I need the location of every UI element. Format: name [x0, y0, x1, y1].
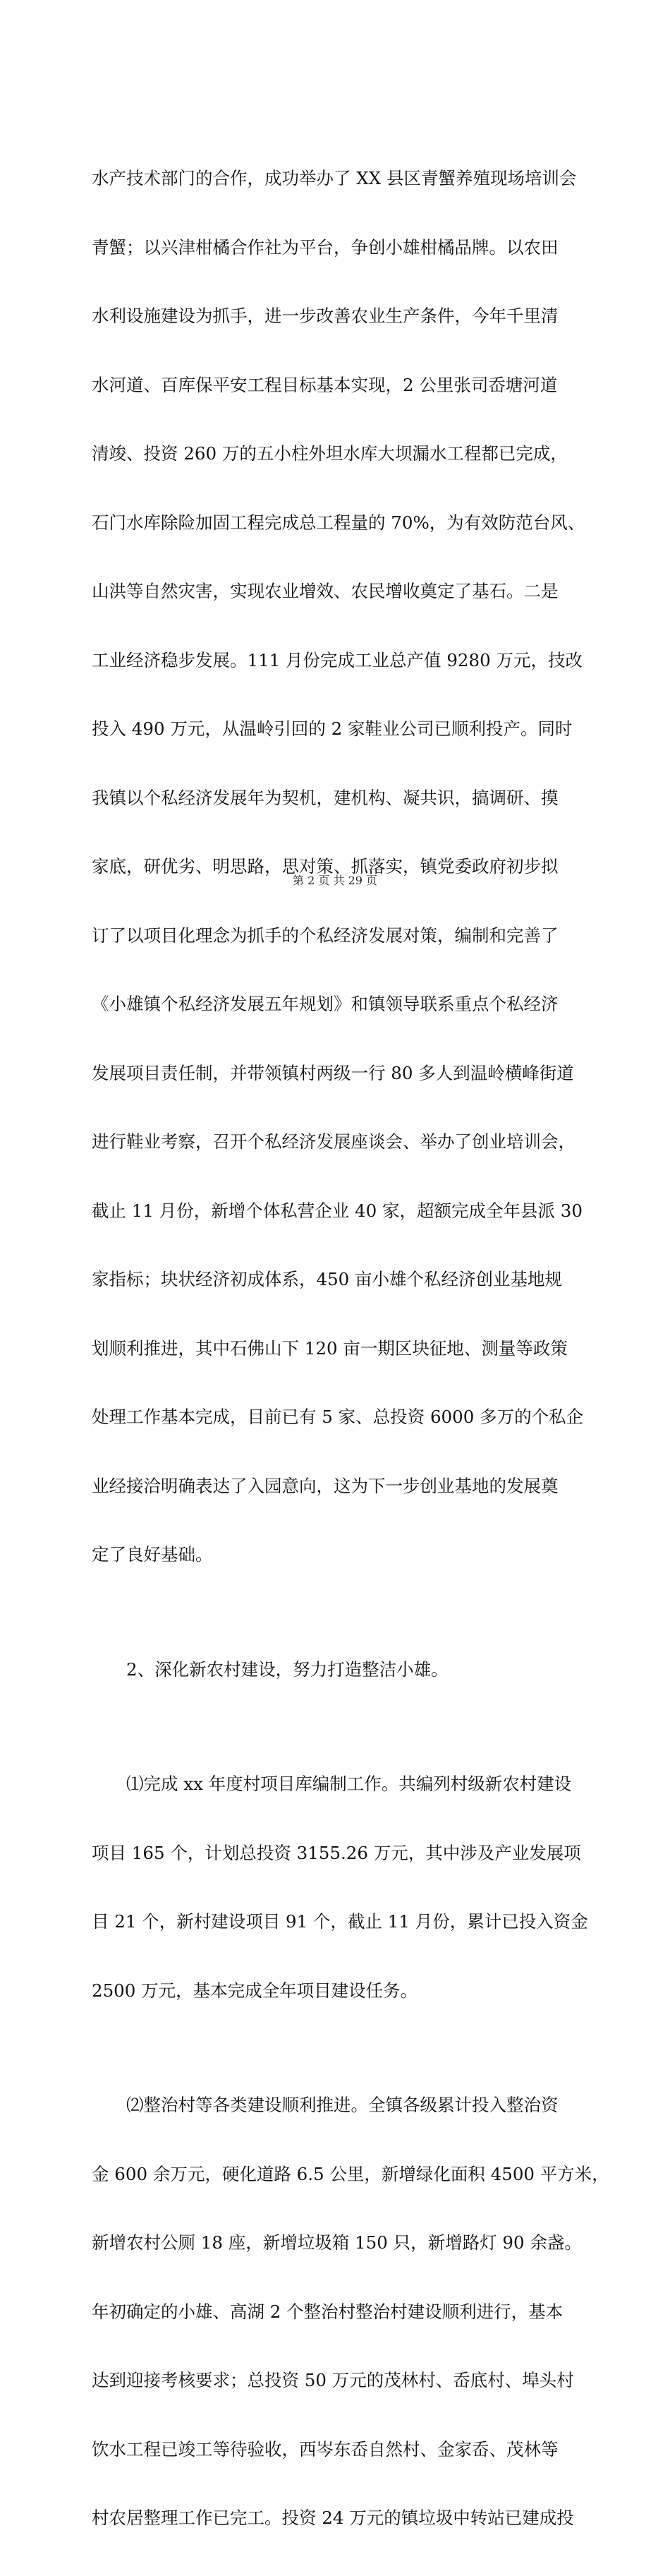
text-line: 达到迎接考核要求；总投资 50 万元的茂林村、岙底村、埠头村 — [92, 2370, 574, 2390]
text-line: 家底，研优劣、明思路，思对策、抓落实，镇党委政府初步拟 — [92, 856, 559, 877]
text-line: 《小雄镇个私经济发展五年规划》和镇领导联系重点个私经济 — [92, 994, 559, 1014]
page-footer: 第 2 页 共 29 页 — [293, 874, 377, 887]
text-line: 进行鞋业考察，召开个私经济发展座谈会、举办了创业培训会， — [92, 1131, 575, 1152]
section-heading: 2、深化新农村建设，努力打造整洁小雄。 — [126, 1659, 449, 1680]
paragraph-3 — [92, 2048, 609, 2576]
text-line: 饮水工程已竣工等待验收，西岑东岙自然村、金家岙、茂林等 — [92, 2438, 559, 2460]
text-line: 山洪等自然灾害，实现农业增效、农民增收奠定了基石。二是 — [92, 581, 559, 601]
text-line: 村农居整理工作已完工。投资 24 万元的镇垃圾中转站已建成投 — [92, 2508, 574, 2528]
text-line: 处理工作基本完成，目前已有 5 家、总投资 6000 多万的个私企 — [92, 1407, 584, 1427]
text-line: 目 21 个，新村建设项目 91 个，截止 11 月份，累计已投入资金 — [92, 1911, 588, 1932]
text-line: 业经接洽明确表达了入园意向，这为下一步创业基地的发展奠 — [92, 1475, 559, 1496]
text-line: 金 600 余万元，硬化道路 6.5 公里，新增绿化面积 4500 平方米， — [92, 2163, 609, 2184]
text-line: 定了良好基础。 — [92, 1544, 213, 1565]
text-line: 订了以项目化理念为抓手的个私经济发展对策，编制和完善了 — [92, 925, 559, 946]
text-line: 我镇以个私经济发展年为契机，建机构、凝共识，搞调研、摸 — [92, 787, 559, 808]
text-line: 清竣、投资 260 万的五小柱外坦水库大坝漏水工程都已完成， — [92, 443, 568, 464]
paragraph-1 — [92, 121, 585, 1613]
text-line: 截止 11 月份，新增个体私营企业 40 家，超额完成全年县派 30 — [92, 1200, 583, 1221]
text-line: 工业经济稳步发展。111 月份完成工业总产值 9280 万元，技改 — [92, 649, 583, 670]
text-line: 新增农村公厕 18 座，新增垃圾箱 150 只，新增路灯 90 余盏。 — [92, 2232, 582, 2253]
text-line: 青蟹；以兴津柑橘合作社为平台，争创小雄柑橘品牌。以农田 — [92, 236, 559, 258]
text-line: 投入 490 万元，从温岭引回的 2 家鞋业公司已顺利投产。同时 — [92, 718, 573, 739]
text-line: 石门水库除险加固工程完成总工程量的 70%，为有效防范台风、 — [92, 512, 585, 533]
text-line: ⑵整治村等各类建设顺利推进。全镇各级累计投入整治资 — [126, 2095, 559, 2115]
paragraph-2 — [92, 1727, 588, 2048]
text-line: 水河道、百库保平安工程目标基本实现，2 公里张司岙塘河道 — [92, 374, 558, 395]
text-line: 水利设施建设为抓手，进一步改善农业生产条件，今年千里清 — [92, 306, 559, 326]
text-line: 家指标；块状经济初成体系，450 亩小雄个私经济创业基地规 — [92, 1269, 563, 1289]
text-line: 划顺利推进，其中石佛山下 120 亩一期区块征地、测量等政策 — [92, 1337, 568, 1359]
text-line: 水产技术部门的合作，成功举办了 XX 县区青蟹养殖现场培训会 — [92, 168, 577, 188]
text-line: 2500 万元，基本完成全年项目建设任务。 — [92, 1980, 418, 2001]
document-body — [92, 121, 609, 2576]
text-line: 年初确定的小雄、高湖 2 个整治村整治村建设顺利进行，基本 — [92, 2301, 564, 2322]
text-line: ⑴完成 xx 年度村项目库编制工作。共编列村级新农村建设 — [126, 1774, 572, 1794]
section-heading-block — [92, 1613, 585, 1728]
text-line: 发展项目责任制，并带领镇村两级一行 80 多人到温岭横峰街道 — [92, 1062, 574, 1083]
text-line: 项目 165 个，计划总投资 3155.26 万元，其中涉及产业发展项 — [92, 1842, 581, 1863]
